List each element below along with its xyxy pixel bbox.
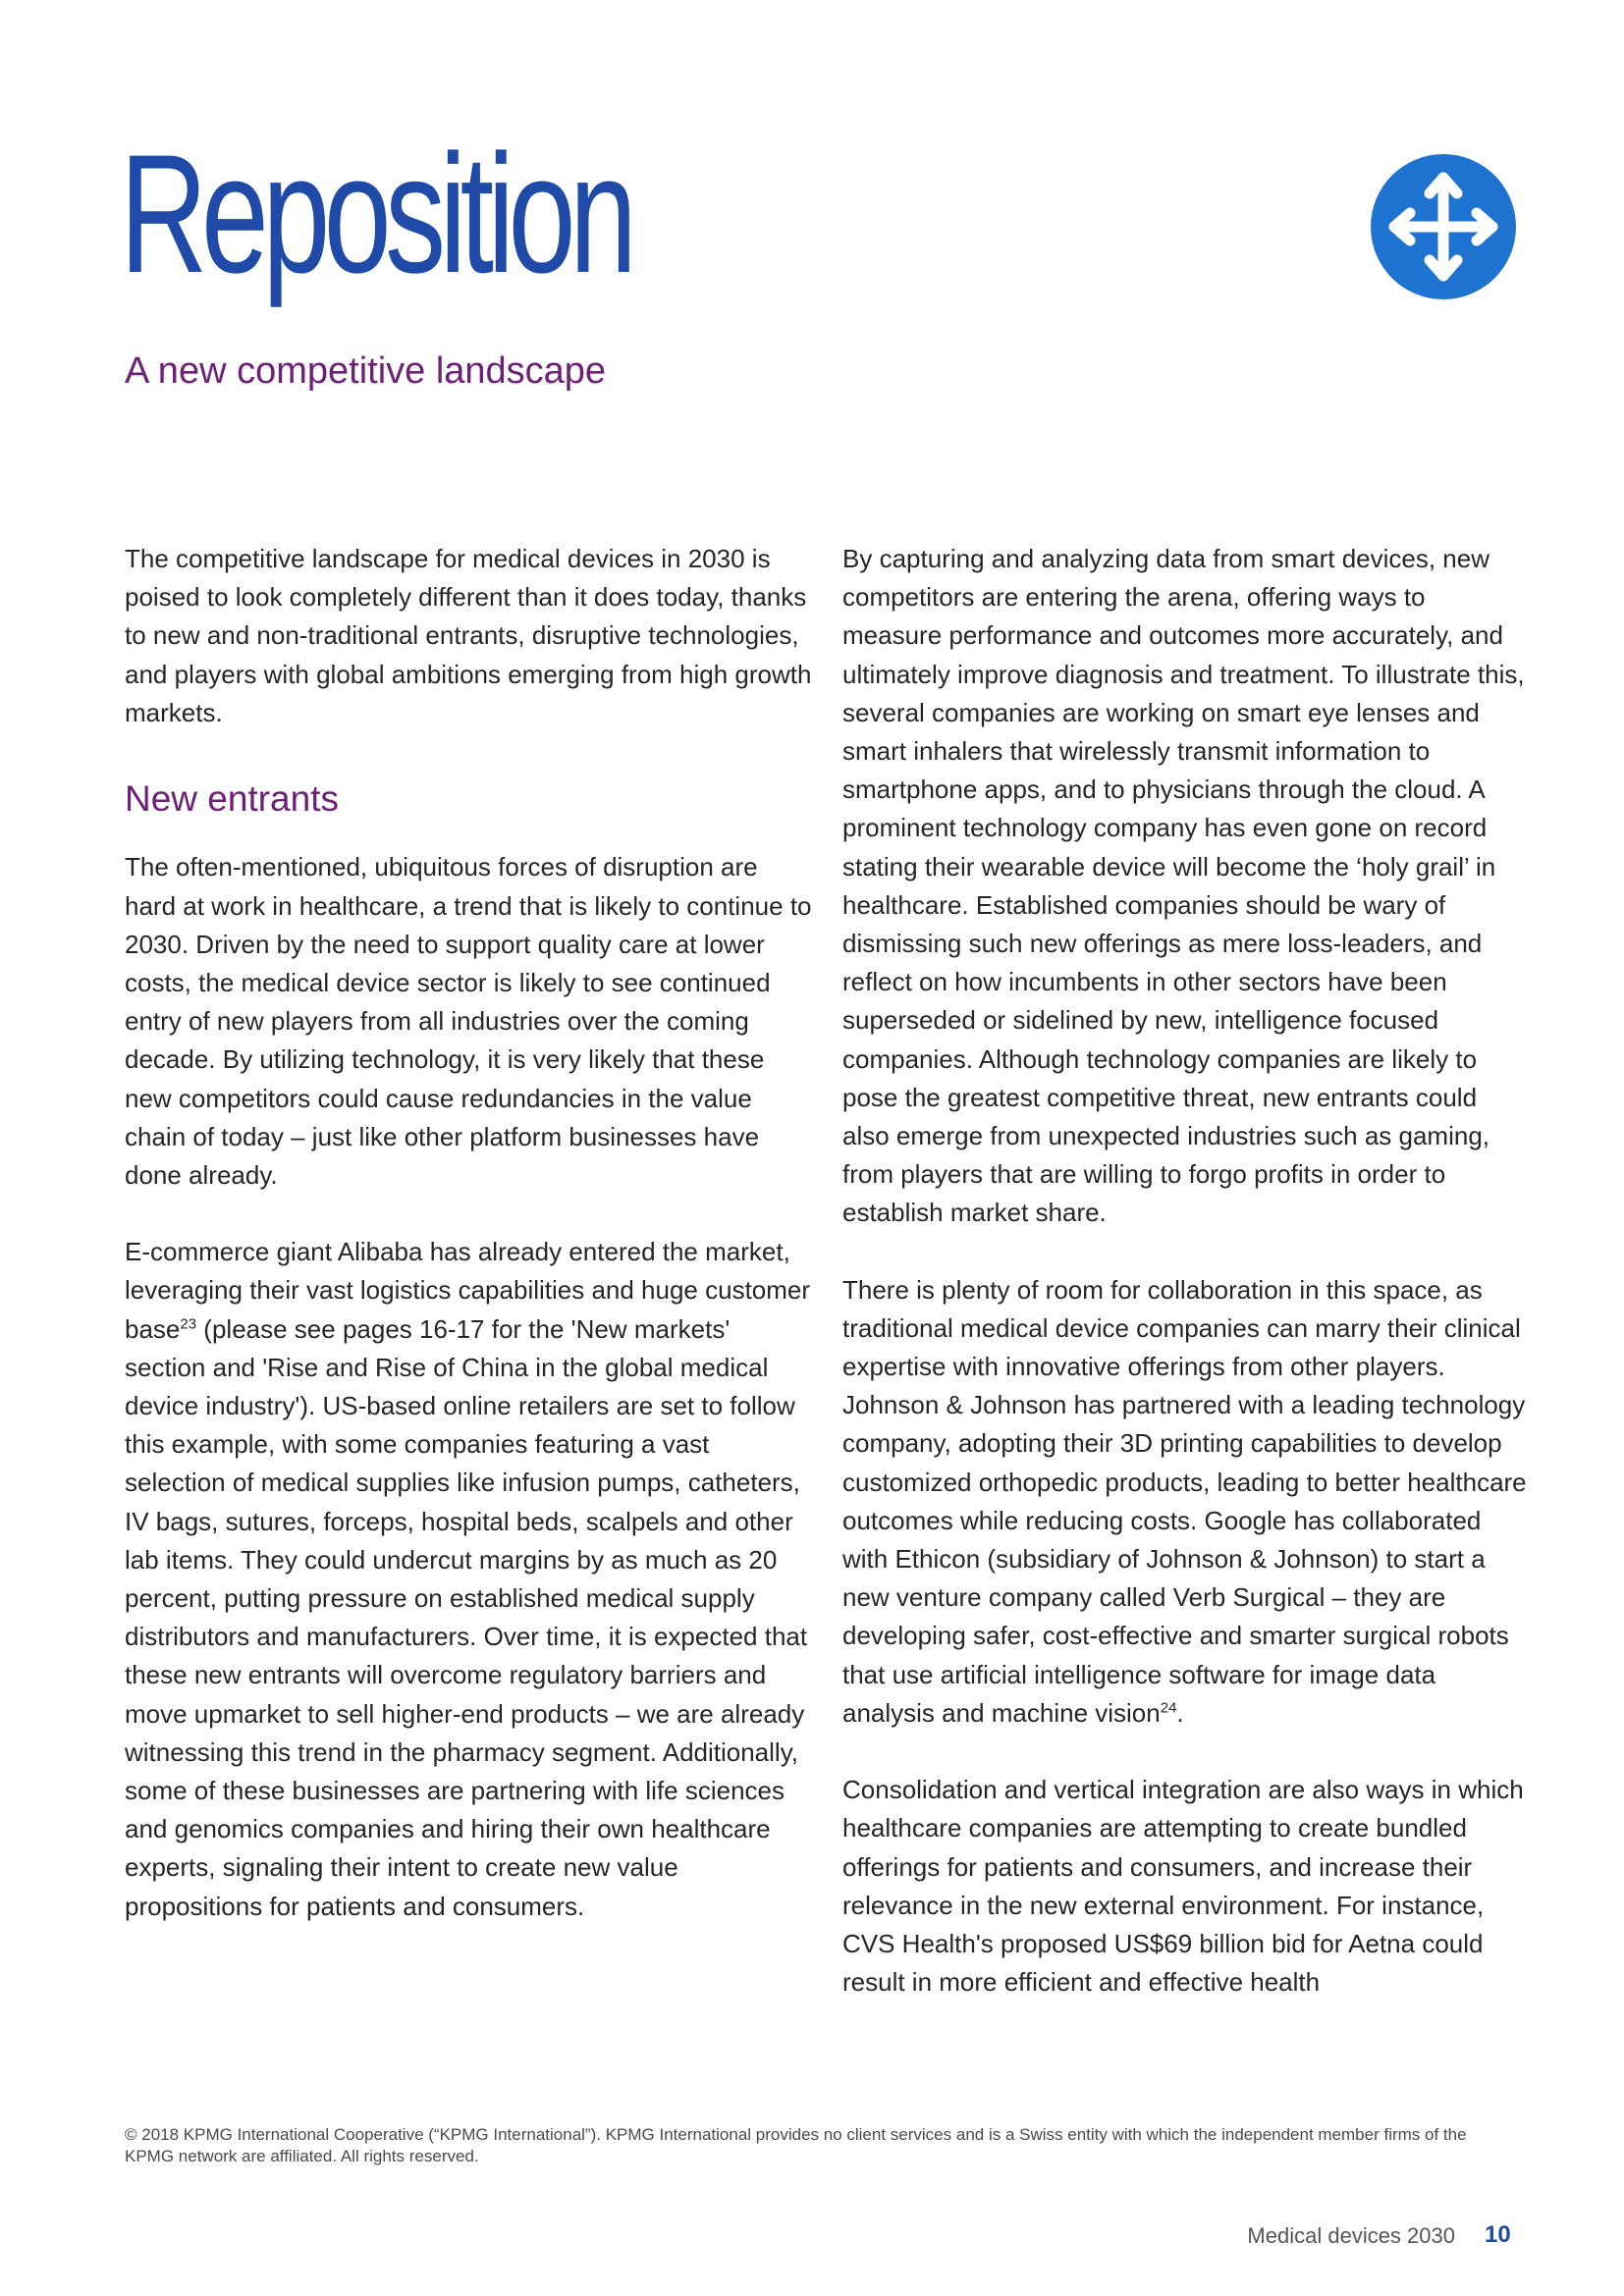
body-paragraph-consolidation: Consolidation and vertical integration are also ways in which healthcare companies are attempting to create bundled offerings for patients and consumers, and increase their relevance in the new external environment. For instance, CVS Health's proposed US$69 billion bid for Aetna could result in more efficient and effective health bbox=[842, 1775, 1524, 1998]
body-paragraph-collaboration bbox=[842, 1271, 1530, 1733]
intro-paragraph: The competitive landscape for medical devices in 2030 is poised to look completely different than it does today, thanks to new and non-traditional entrants, disruptive technologies, and players with global ambitions emerging from high growth markets. bbox=[125, 544, 812, 727]
right-column bbox=[842, 540, 1530, 2040]
footnote-reference: 23 bbox=[180, 1314, 197, 1332]
page-number: 10 bbox=[1485, 2221, 1511, 2248]
left-column bbox=[125, 540, 812, 1964]
page-subtitle: A new competitive landscape bbox=[125, 350, 607, 392]
body-paragraph-smart-devices: By capturing and analyzing data from smart devices, new competitors are entering the arena, offering ways to measure performance and outcomes more accurately, and ultimately improve diagnosis and treatment. To illustrate this, several companies are working on smart eye lenses and smart inhalers that wirelessly transmit information to smartphone apps, and to physicians through the cloud. A prominent technology company has even gone on record stating their wearable device will become the ‘holy grail’ in healthcare. Established companies should be wary of dismissing such new offerings as mere loss-leaders, and reflect on how incumbents in other sectors have been superseded or sidelined by new, intelligence focused companies. Although technology companies are likely to pose the greatest competitive threat, new entrants could also emerge from unexpected industries such as gaming, from players that are willing to forgo profits in order to establish market share. bbox=[842, 544, 1525, 1228]
paragraph-text: There is plenty of room for collaboration in this space, as traditional medical device companies can marry their clinical expertise with innovative offerings from other players. Johnson & Johnson has partnered with a leading technology company, adopting their 3D printing capabilities to develop customized orthopedic products, leading to better healthcare outcomes while reducing costs. Google has collaborated with Ethicon (subsidiary of Johnson & Johnson) to start a new venture company called Verb Surgical – they are developing safer, cost-effective and smarter surgical robots that use artificial intelligence software for image data analysis and machine vision bbox=[842, 1274, 1527, 1728]
reposition-arrows-icon bbox=[1371, 154, 1516, 299]
paragraph-text: . bbox=[1176, 1697, 1184, 1728]
section-heading-new-entrants: New entrants bbox=[125, 778, 339, 820]
body-paragraph-alibaba bbox=[125, 1233, 812, 1926]
footnote-reference: 24 bbox=[1160, 1699, 1177, 1717]
copyright-notice: © 2018 KPMG International Cooperative (“KPMG International”). KPMG International provides no client services and is a Swiss entity with which the independent member firms of the KPMG network are affiliated. All rights reserved. bbox=[125, 2125, 1467, 2165]
paragraph-text: (please see pages 16-17 for the 'New markets' section and 'Rise and Rise of China in the global medical device industry'). US-based online retailers are set to follow this example, with some companies featuring a vast selection of medical supplies like infusion pumps, catheters, IV bags, sutures, forceps, hospital beds, scalpels and other lab items. They could undercut margins by as much as 20 percent, putting pressure on established medical supply distributors and manufacturers. Over time, it is expected that these new entrants will overcome regulatory barriers and move upmarket to sell higher-end products – we are already witnessing this trend in the pharmacy segment. Additionally, some of these businesses are partnering with life sciences and genomics companies and hiring their own healthcare experts, signaling their intent to create new value propositions for patients and consumers. bbox=[125, 1313, 808, 1921]
body-paragraph: The often-mentioned, ubiquitous forces of disruption are hard at work in healthcare, a trend that is likely to continue to 2030. Driven by the need to support quality care at lower costs, the medical device sector is likely to see continued entry of new players from all industries over the coming decade. By utilizing technology, it is very likely that these new competitors could cause redundancies in the value chain of today – just like other platform businesses have done already. bbox=[125, 852, 812, 1191]
publication-title: Medical devices 2030 bbox=[1247, 2223, 1455, 2248]
paragraph-text: E-commerce giant Alibaba has already entered the market, leveraging their vast logistics capabilities and huge customer base bbox=[125, 1237, 811, 1344]
page-title: Reposition bbox=[120, 120, 631, 308]
